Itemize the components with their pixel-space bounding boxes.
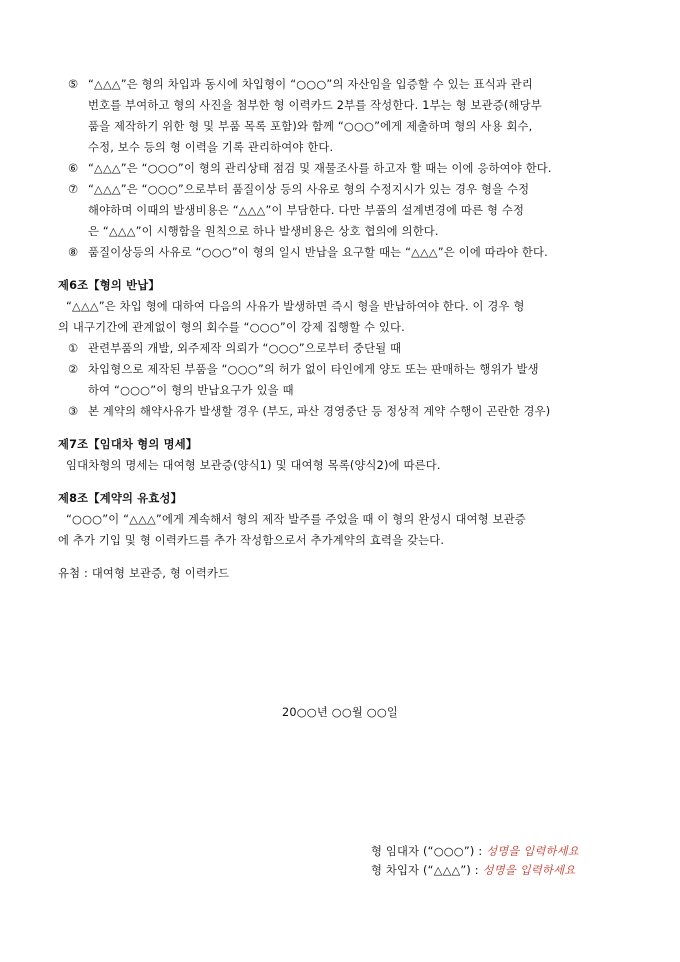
lessee-label: 형 차입자 (“△△△”) :	[371, 864, 483, 877]
item-number: ⑤	[68, 78, 79, 91]
clause-item-6	[58, 158, 630, 179]
item-text: 은 “△△△”이 시행함을 원칙으로 하나 발생비용은 상호 협의에 의한다.	[88, 225, 439, 238]
item-number: ⑦	[68, 183, 79, 196]
item-text: “△△△”은 형의 차입과 동시에 차입형이 “○○○”의 자산임을 입증할 수 있는 표식과 관리	[88, 78, 534, 91]
article-heading: 제6조【형의 반납】	[58, 279, 160, 292]
article-text: 임대차형의 명세는 대여형 보관증(양식1) 및 대여형 목록(양식2)에 따른다.	[66, 459, 441, 472]
item-text: 품을 제작하기 위한 형 및 부품 목록 포함)와 함께 “○○○”에게 제출하며 형의 사용 회수,	[88, 120, 533, 133]
item-number: ⑧	[68, 246, 79, 259]
item-text: 번호를 부여하고 형의 사진을 첨부한 형 이력카드 2부를 작성한다. 1부는 형 보관증(해당부	[88, 99, 542, 112]
clause-item-5	[58, 74, 630, 158]
attachment-note: 유첨 : 대여형 보관증, 형 이력카드	[58, 567, 230, 580]
item-text: 해야하며 이때의 발생비용은 “△△△”이 부담한다. 다만 부품의 설계변경에 따른 형 수정	[88, 204, 525, 217]
item-number: ②	[68, 363, 79, 376]
article-text: “△△△”은 차입 형에 대하여 다음의 사유가 발생하면 즉시 형을 반납하여야 한다. 이 경우 형	[66, 300, 525, 313]
item-text: “△△△”은 “○○○”으로부터 품질이상 등의 사유로 형의 수정지시가 있는 경우 형을 수정	[88, 183, 530, 196]
item-text: 관련부품의 개발, 외주제작 의뢰가 “○○○”으로부터 중단될 때	[88, 342, 402, 355]
lessee-name-field[interactable]: 성명을 입력하세요	[482, 864, 576, 877]
item-text: 하여 “○○○”이 형의 반납요구가 있을 때	[88, 384, 294, 397]
lessor-name-field[interactable]: 성명을 입력하세요	[486, 845, 579, 858]
item-text: “△△△”은 “○○○”이 형의 관리상태 점검 및 재물조사를 하고자 할 때는 이에 응하여야 한다.	[88, 162, 552, 175]
lessor-signature-line	[371, 841, 579, 862]
item-text: 품질이상등의 사유로 “○○○”이 형의 일시 반납을 요구할 때는 “△△△”은 이에 따라야 한다.	[88, 246, 548, 259]
clause-item-8	[58, 242, 630, 263]
article-heading: 제7조【임대차 형의 명세】	[58, 438, 198, 451]
article-text: “○○○”이 “△△△”에게 계속해서 형의 제작 발주를 주었을 때 이 형의 완성시 대여형 보관증	[66, 513, 526, 526]
article-8	[58, 488, 630, 551]
lessor-label: 형 임대자 (“○○○”) :	[371, 845, 487, 858]
item-number: ①	[68, 342, 79, 355]
lessee-signature-line	[371, 860, 575, 881]
article-7	[58, 434, 630, 476]
item-text: 수정, 보수 등의 형 이력을 기록 관리하여야 한다.	[88, 141, 334, 154]
article-heading: 제8조【계약의 유효성】	[58, 492, 183, 505]
article-6	[58, 275, 630, 422]
item-text: 차입형으로 제작된 부품을 “○○○”의 허가 없이 타인에게 양도 또는 판매하는 행위가 발생	[88, 363, 539, 376]
contract-body	[58, 74, 630, 584]
item-text: 본 계약의 해약사유가 발생할 경우 (부도, 파산 경영중단 등 정상적 계약 수행이 곤란한 경우)	[88, 405, 551, 418]
article-text: 의 내구기간에 관계없이 형의 회수를 “○○○”이 강제 집행할 수 있다.	[58, 321, 405, 334]
contract-date: 20○○년 ○○월 ○○일	[281, 706, 399, 719]
item-number: ⑥	[68, 162, 79, 175]
article-text: 에 추가 기입 및 형 이력카드를 추가 작성함으로서 추가계약의 효력을 갖는다.	[58, 534, 445, 547]
clause-item-7	[58, 179, 630, 242]
item-number: ③	[68, 405, 79, 418]
